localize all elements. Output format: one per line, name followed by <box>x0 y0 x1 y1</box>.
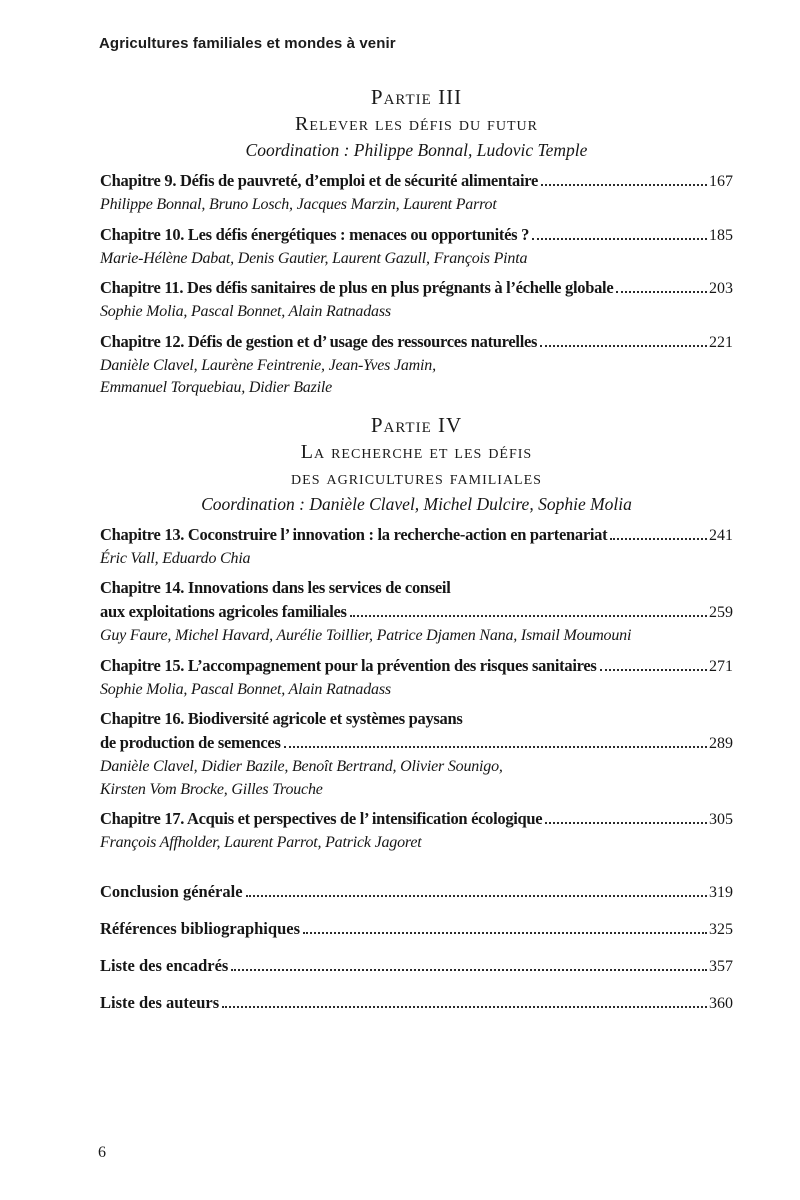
toc-entry <box>100 654 733 702</box>
dot-leader <box>532 238 707 240</box>
dot-leader <box>600 669 708 671</box>
chapter-title-line <box>100 523 733 548</box>
dot-leader <box>540 345 707 347</box>
chapter-title: Chapitre 12. Défis de gestion et d’ usage des ressources naturelles <box>100 331 538 351</box>
chapter-title-line <box>100 807 733 832</box>
toc-entry <box>100 576 733 648</box>
chapter-title-line <box>100 169 733 194</box>
chapter-title-line <box>100 600 733 625</box>
chapter-authors: Sophie Molia, Pascal Bonnet, Alain Ratnadass <box>100 303 391 320</box>
table-of-contents <box>100 84 733 1016</box>
part-heading: Partie III <box>370 85 463 109</box>
dot-leader <box>284 746 707 748</box>
chapter-page-number: 259 <box>709 604 733 621</box>
toc-entry <box>100 276 733 324</box>
backmatter-title: Liste des auteurs <box>100 992 220 1012</box>
chapter-title: Chapitre 13. Coconstruire l’ innovation : la recherche-action en partenariat <box>100 524 608 544</box>
dot-leader <box>616 291 707 293</box>
page-number-folio: 6 <box>98 1144 106 1161</box>
chapter-authors: Sophie Molia, Pascal Bonnet, Alain Ratnadass <box>100 680 391 698</box>
toc-entry <box>100 223 733 271</box>
chapter-page-number: 289 <box>709 735 733 752</box>
dot-leader <box>222 1006 707 1008</box>
part-section <box>100 412 733 855</box>
dot-leader <box>541 184 707 186</box>
chapter-title: Chapitre 15. L’accompagnement pour la prévention des risques sanitaires <box>100 655 597 675</box>
chapter-entries <box>100 169 733 400</box>
running-header: Agricultures familiales et mondes à venir <box>99 35 396 52</box>
dot-leader <box>545 822 707 824</box>
chapter-title: de production de semences <box>100 733 281 752</box>
chapter-title-line <box>100 654 733 679</box>
backmatter-page-number: 357 <box>709 957 733 975</box>
chapter-title: aux exploitations agricoles familiales <box>100 602 347 621</box>
chapter-page-number: 305 <box>709 811 733 828</box>
chapter-authors: Philippe Bonnal, Bruno Losch, Jacques Marzin, Laurent Parrot <box>100 196 497 213</box>
part-heading: Partie IV <box>370 412 463 437</box>
part-subtitle: La recherche et les défis <box>300 440 533 463</box>
chapter-title-line <box>100 330 733 355</box>
chapter-page-number: 221 <box>709 333 733 351</box>
backmatter-title: Liste des encadrés <box>100 955 229 975</box>
backmatter-entry <box>100 916 733 942</box>
chapter-authors: Emmanuel Torquebiau, Didier Bazile <box>100 379 333 396</box>
chapter-title: Chapitre 10. Les défis énergétiques : menaces ou opportunités ? <box>100 224 530 244</box>
backmatter-title: Conclusion générale <box>100 881 243 901</box>
chapter-title: Chapitre 9. Défis de pauvreté, d’emploi et de sécurité alimentaire <box>100 171 538 190</box>
chapter-authors: Kirsten Vom Brocke, Gilles Trouche <box>100 780 323 798</box>
chapter-title-line <box>100 731 733 756</box>
chapter-authors: Marie-Hélène Dabat, Denis Gautier, Laurent Gazull, François Pinta <box>100 249 528 267</box>
chapter-title-line <box>100 276 733 301</box>
backmatter-entry <box>100 953 733 979</box>
chapter-authors: Éric Vall, Eduardo Chia <box>100 549 251 567</box>
backmatter-title: Références bibliographiques <box>100 918 300 938</box>
chapter-authors: François Affholder, Laurent Parrot, Patrick Jagoret <box>100 834 422 851</box>
dot-leader <box>350 615 707 617</box>
backmatter-page-number: 360 <box>709 994 733 1012</box>
part-coordination: Coordination : Philippe Bonnal, Ludovic Temple <box>245 140 588 160</box>
chapter-page-number: 167 <box>709 173 733 190</box>
back-matter-section <box>100 879 733 1016</box>
backmatter-page-number: 325 <box>709 920 733 938</box>
toc-entry <box>100 330 733 400</box>
backmatter-entry <box>100 879 733 905</box>
toc-entry <box>100 523 733 571</box>
dot-leader <box>231 969 707 971</box>
toc-entry <box>100 807 733 855</box>
backmatter-entry <box>100 990 733 1016</box>
chapter-title-line <box>100 223 733 248</box>
chapter-authors: Danièle Clavel, Laurène Feintrenie, Jean-Yves Jamin, <box>100 356 436 374</box>
part-subtitle: Relever les défis du futur <box>295 113 538 135</box>
backmatter-page-number: 319 <box>709 883 733 901</box>
chapter-authors: Danièle Clavel, Didier Bazile, Benoît Bertrand, Olivier Sounigo, <box>100 758 503 775</box>
chapter-title: Chapitre 17. Acquis et perspectives de l’ intensification écologique <box>100 809 543 828</box>
chapter-authors: Guy Faure, Michel Havard, Aurélie Toillier, Patrice Djamen Nana, Ismail Moumouni <box>100 627 632 644</box>
toc-entry <box>100 707 733 801</box>
chapter-title: Chapitre 16. Biodiversité agricole et systèmes paysans <box>100 709 463 728</box>
chapter-title-line <box>100 576 733 600</box>
chapter-page-number: 241 <box>709 526 733 544</box>
part-section <box>100 84 733 400</box>
chapter-title: Chapitre 14. Innovations dans les services de conseil <box>100 578 451 597</box>
dot-leader <box>246 895 707 897</box>
part-coordination: Coordination : Danièle Clavel, Michel Dulcire, Sophie Molia <box>201 493 632 514</box>
chapter-page-number: 203 <box>709 280 733 297</box>
chapter-entries <box>100 523 733 855</box>
chapter-page-number: 271 <box>709 657 733 675</box>
dot-leader <box>610 538 707 540</box>
chapter-page-number: 185 <box>709 226 733 244</box>
chapter-title-line <box>100 707 733 731</box>
part-subtitle: des agricultures familiales <box>291 466 542 489</box>
chapter-title: Chapitre 11. Des défis sanitaires de plus en plus prégnants à l’échelle globale <box>100 278 614 297</box>
toc-entry <box>100 169 733 217</box>
dot-leader <box>303 932 707 934</box>
